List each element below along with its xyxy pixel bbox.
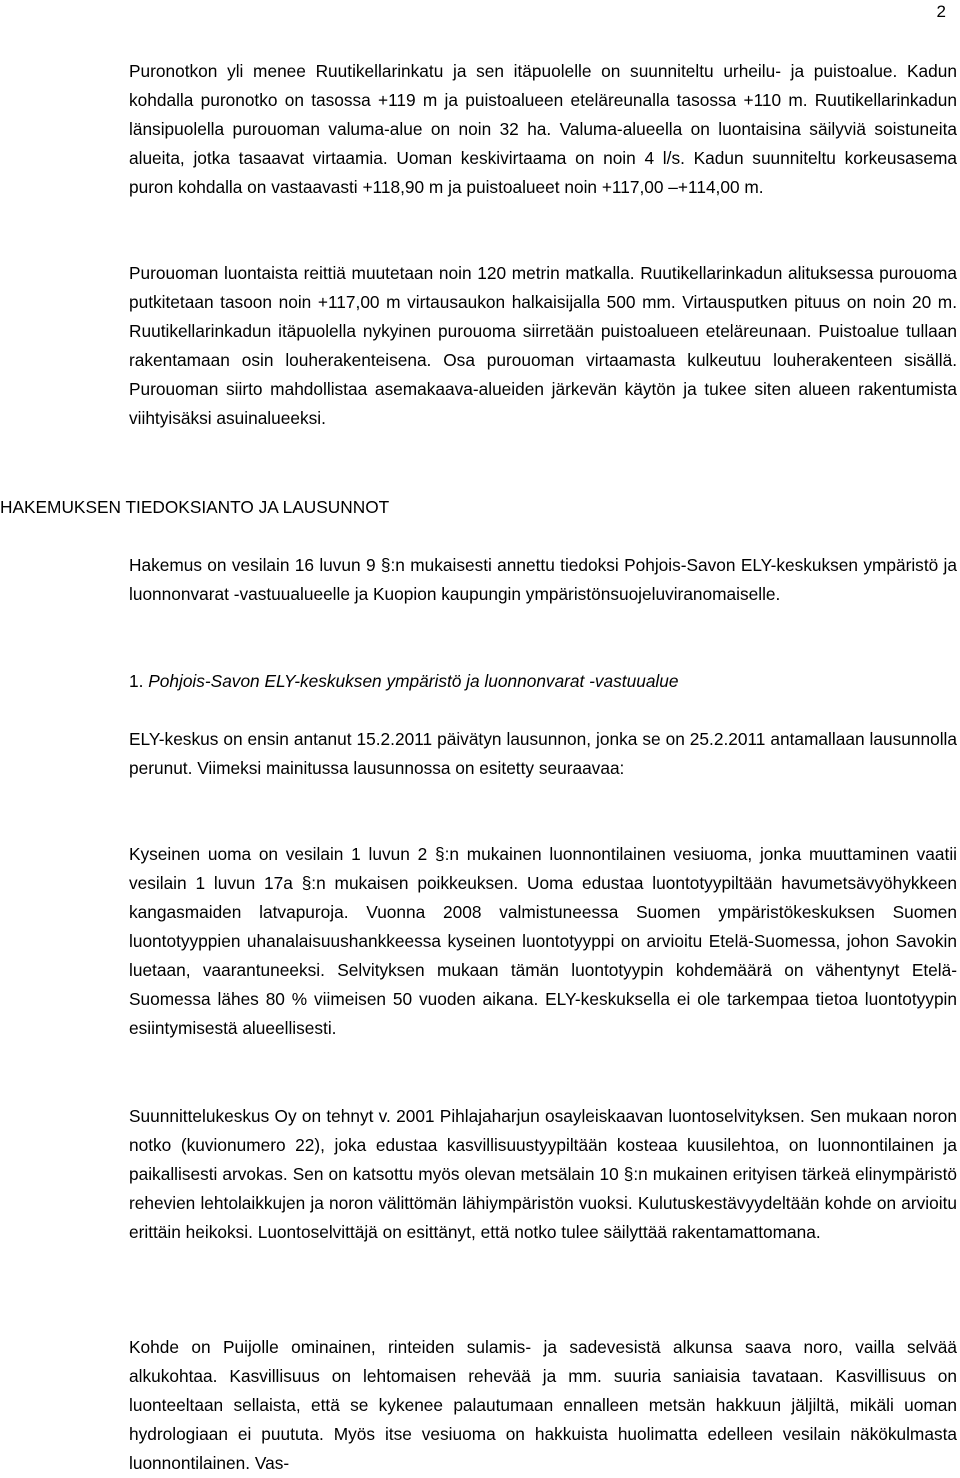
page-number: 2: [936, 2, 946, 21]
body-paragraph-luontoselvitys: Suunnittelukeskus Oy on tehnyt v. 2001 Pihlajaharjun osayleiskaavan luontoselvityksen. Sen mukaan noron notko (kuvionumero 22), joka edustaa kasvillisuustyypiltään kosteaa kuusilehtoa, on luonnontilainen ja paikallisesti arvokas. Sen on katsottu myös olevan metsälain 10 §:n mukainen erityisen tärkeä elinympäristö rehevien lehtolaikkujen ja noron välittömän lähiympäristön vuoksi. Kulutuskestävyydeltään kohde on arvioitu erittäin heikoksi. Luontoselvittäjä on esittänyt, että notko tulee säilyttää rakentamattomana.: [129, 1106, 957, 1242]
item-title: Pohjois-Savon ELY-keskuksen ympäristö ja luonnonvarat -vastuualue: [148, 671, 679, 691]
body-paragraph-tiedoksianto: Hakemus on vesilain 16 luvun 9 §:n mukaisesti annettu tiedoksi Pohjois-Savon ELY-keskuksen ympäristö ja luonnonvarat -vastuualueelle ja Kuopion kaupungin ympäristönsuojeluviranomaiselle.: [129, 555, 957, 604]
item-heading-ely: [129, 667, 679, 696]
item-number: 1.: [129, 671, 144, 691]
body-paragraph-puronotko: Puronotkon yli menee Ruutikellarinkatu ja sen itäpuolelle on suunniteltu urheilu- ja puistoalue. Kadun kohdalla puronotko on tasossa +119 m ja puistoalueen eteläreunalla tasossa +110 m. Ruutikellarinkadun länsipuolella purouoman valuma-alue on noin 32 ha. Valuma-alueella on luontaisina säilyviä soistuneita alueita, jotka tasaavat virtaamia. Uoman keskivirtaama on noin 4 l/s. Kadun suunniteltu korkeusasema puron kohdalla on vastaavasti +118,90 m ja puistoalueet noin +117,00 –+114,00 m.: [129, 61, 957, 197]
body-paragraph-purouoma-reitti: Purouoman luontaista reittiä muutetaan noin 120 metrin matkalla. Ruutikellarinkadun alituksessa purouoma putkitetaan tasoon noin +117,00 m virtausaukon halkaisijalla 500 mm. Virtausputken pituus on noin 20 m. Ruutikellarinkadun itäpuolella nykyinen purouoma siirretään puistoalueen eteläreunaan. Puistoalue tullaan rakentamaan osin louherakenteisena. Osa purouoman virtaamasta kulkeutuu louherakenteen sisällä. Purouoman siirto mahdollistaa asemakaava-alueiden järkevän käytön ja tukee siten alueen rakentumista viihtyisäksi asuinalueeksi.: [129, 263, 957, 428]
section-heading: HAKEMUKSEN TIEDOKSIANTO JA LAUSUNNOT: [0, 497, 390, 517]
body-paragraph-vesiuoma: Kyseinen uoma on vesilain 1 luvun 2 §:n mukainen luonnontilainen vesiuoma, jonka muuttaminen vaatii vesilain 1 luvun 17a §:n mukaisen poikkeuksen. Uoma edustaa luontotyypiltään havumetsävyöhykkeen kangasmaiden latvapuroja. Vuonna 2008 valmistuneessa Suomen ympäristökeskuksen Suomen luontotyyppien uhanalaisuushankkeessa kyseinen luontotyyppi on arvioitu Etelä-Suomessa, johon Savokin luetaan, vaarantuneeksi. Selvityksen mukaan tämän luontotyypin kohdemäärä on vähentynyt Etelä-Suomessa lähes 80 % viimeisen 50 vuoden aikana. ELY-keskuksella ei ole tarkempaa tietoa luontotyypin esiintymisestä alueellisesti.: [129, 844, 957, 1038]
body-paragraph-noro: Kohde on Puijolle ominainen, rinteiden sulamis- ja sadevesistä alkunsa saava noro, vailla selvää alkukohtaa. Kasvillisuus on lehtomaisen rehevää ja mm. suuria saniaisia tavataan. Kasvillisuus on luonteeltaan sellaista, että se kykenee palautumaan ennalleen metsän hakkuun jäljiltä, mikäli uoman hydrologiaan ei puututa. Myös itse vesiuoma on hakkuista huolimatta edelleen vesilain näkökulmasta luonnontilainen. Vas-: [129, 1337, 957, 1473]
body-paragraph-ely-lausunto: ELY-keskus on ensin antanut 15.2.2011 päivätyn lausunnon, jonka se on 25.2.2011 antamallaan lausunnolla perunut. Viimeksi mainitussa lausunnossa on esitetty seuraavaa:: [129, 729, 957, 778]
